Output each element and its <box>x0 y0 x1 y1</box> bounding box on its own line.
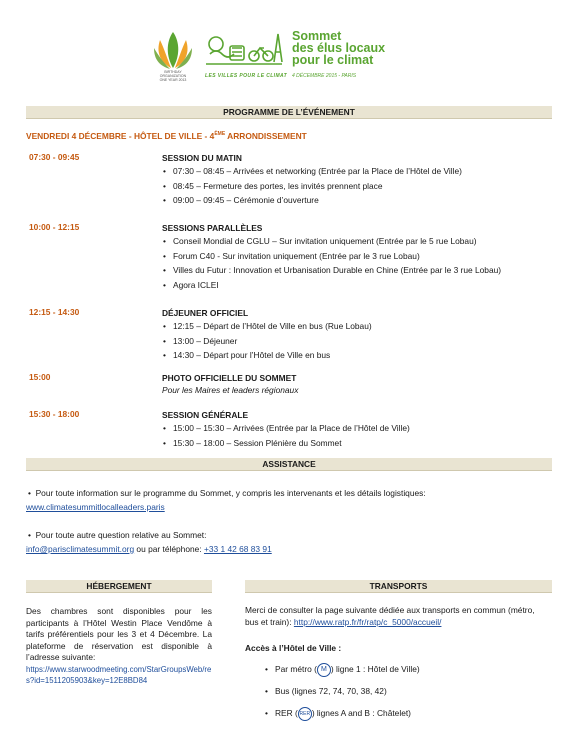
session-title-1: SESSION DU MATIN <box>162 153 242 163</box>
assistance-section-header: ASSISTANCE <box>26 458 552 471</box>
summit-title-line-2: des élus locaux <box>292 41 386 55</box>
list-item: • 12:15 – Départ de l’Hôtel de Ville en bus (Rue Lobau) <box>162 319 542 334</box>
session-title-2: SESSIONS PARALLÈLES <box>162 223 263 233</box>
session-time-4: 15:00 <box>29 372 51 382</box>
list-item: • Bus (lignes 72, 74, 70, 38, 42) <box>265 680 550 702</box>
list-item: • Villes du Futur : Innovation et Urbanisation Durable en Chine (Entrée par le 3 rue Lobau) <box>162 263 542 278</box>
session-title-4: PHOTO OFFICIELLE DU SOMMET <box>162 373 297 383</box>
session-title-3: DÉJEUNER OFFICIEL <box>162 308 249 318</box>
logo-left-line-2: ORGANIZATION <box>159 74 187 78</box>
ratp-link[interactable]: http://www.ratp.fr/fr/ratp/c_5000/accueil/ <box>293 617 442 627</box>
transports-section-header: TRANSPORTS <box>245 580 552 593</box>
list-item: • Forum C40 - Sur invitation uniquement (Entrée par le 3 rue Lobau) <box>162 249 542 264</box>
list-item: • 13:00 – Déjeuner <box>162 334 542 349</box>
list-item: • Agora ICLEI <box>162 278 542 293</box>
cities-illustration-logo <box>204 30 284 70</box>
assistance-info-text: Pour toute information sur le programme du Sommet, y compris les intervenants et les détails logistiques: <box>35 488 426 498</box>
list-item: • 15:30 – 18:00 – Session Plénière du Sommet <box>162 436 542 451</box>
logo-left-line-1: BIRTHDAY <box>164 70 182 74</box>
transports-intro: Merci de consulter la page suivante dédiée aux transports en commun (métro, bus et train): <box>245 605 535 627</box>
hebergement-section-header: HÉBERGEMENT <box>26 580 212 593</box>
assistance-block: • Pour toute information sur le programme du Sommet, y compris les intervenants et les détails logistiques: www.climatesummitlocalleaders.paris • Pour toute autre question relative au Sommet: info@parisclimatesummit.org ou par téléphone: +33 1 42 68 83 91 <box>26 488 426 554</box>
session-time-5: 15:30 - 18:00 <box>29 409 80 419</box>
day-end: ARRONDISSEMENT <box>225 131 307 141</box>
contact-email-link[interactable]: info@parisclimatesummit.org <box>26 544 135 554</box>
summit-title-line-1: Sommet <box>292 29 342 43</box>
session-block-3 <box>162 307 542 363</box>
session-time-3: 12:15 - 14:30 <box>29 307 80 317</box>
list-item: • 15:00 – 15:30 – Arrivées (Entrée par la Place de l’Hôtel de Ville) <box>162 421 542 436</box>
logo-left-line-3: ONE YEAR 2013 <box>159 78 187 82</box>
summit-logo-flame <box>152 28 194 90</box>
list-item: • Conseil Mondial de CGLU – Sur invitation uniquement (Entrée par le 5 rue Lobau) <box>162 234 542 249</box>
list-item: • 08:45 – Fermeture des portes, les invités prennent place <box>162 179 542 194</box>
contact-phone-link[interactable]: +33 1 42 68 83 91 <box>203 544 272 554</box>
assistance-other-text: Pour toute autre question relative au Sommet: <box>35 530 207 540</box>
day-ordinal: ÈME <box>214 131 226 138</box>
summit-title <box>292 30 385 66</box>
metro-icon: M <box>317 663 331 677</box>
session-block-1 <box>162 152 542 208</box>
list-item: • 09:00 – 09:45 – Cérémonie d’ouverture <box>162 193 542 208</box>
session-block-2 <box>162 222 542 292</box>
event-day-line <box>26 131 307 141</box>
summit-date-place: 4 DÉCEMBRE 2015 - PARIS <box>292 73 357 79</box>
session-block-4 <box>162 372 542 396</box>
hebergement-block <box>26 606 212 687</box>
session-subtitle-4: Pour les Maires et leaders régionaux <box>162 385 299 395</box>
list-item: • 07:30 – 08:45 – Arrivées et networking (Entrée par la Place de l’Hôtel de Ville) <box>162 164 542 179</box>
day-main: VENDREDI 4 DÉCEMBRE - HÔTEL DE VILLE - 4 <box>26 131 215 141</box>
rer-icon: RER <box>298 707 312 721</box>
transports-block <box>245 604 550 724</box>
access-title: Accès à l’Hôtel de Ville : <box>245 643 342 653</box>
cities-tagline: LES VILLES POUR LE CLIMAT <box>205 73 288 79</box>
list-item: • 14:30 – Départ pour l’Hôtel de Ville en bus <box>162 348 542 363</box>
or-phone-text: ou par téléphone: <box>134 544 204 554</box>
summit-title-line-3: pour le climat <box>292 53 374 67</box>
programme-section-header: PROGRAMME DE L’ÉVÉNEMENT <box>26 106 552 119</box>
session-title-5: SESSION GÉNÉRALE <box>162 410 249 420</box>
hebergement-text: Des chambres sont disponibles pour les participants à l’Hôtel Westin Place Vendôme à tarifs préférentiels pour les 3 et 4 Décembre. La plateforme de réservation est disponible à l’adresse suivante: <box>26 606 212 662</box>
list-item: • Par métro ( M ) ligne 1 : Hôtel de Ville) <box>265 658 550 680</box>
summit-website-link[interactable]: www.climatesummitlocalleaders.paris <box>26 502 165 512</box>
session-time-1: 07:30 - 09:45 <box>29 152 80 162</box>
booking-link[interactable]: https://www.starwoodmeeting.com/StarGroupsWeb/res?id=1511205903&key=12E8BD84 <box>26 664 212 685</box>
list-item: • RER ( RER ) lignes A and B : Châtelet) <box>265 702 550 724</box>
session-time-2: 10:00 - 12:15 <box>29 222 80 232</box>
session-block-5 <box>162 409 542 450</box>
